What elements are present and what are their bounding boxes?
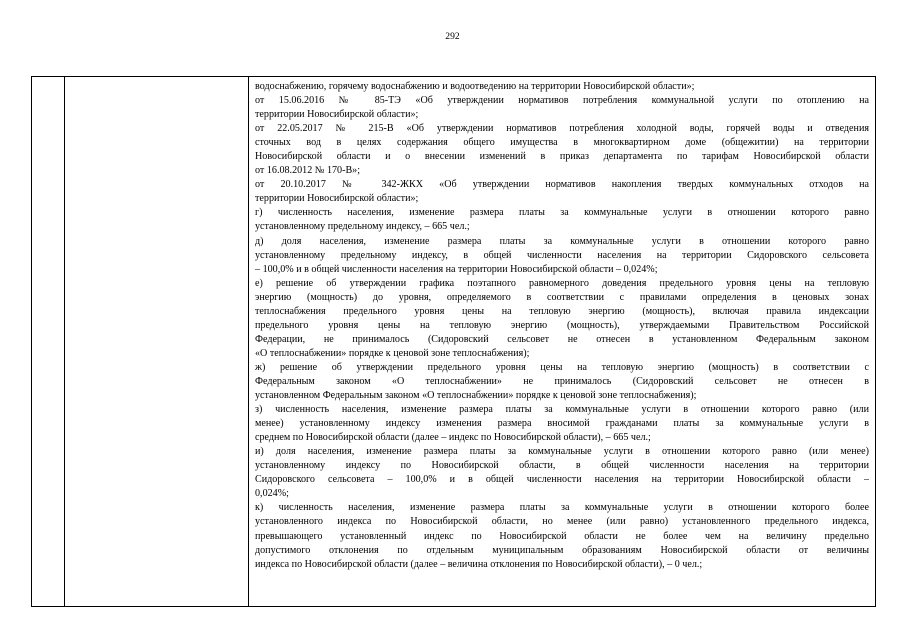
text-line: от 22.05.2017 № 215-В «Об утверждении нормативов потребления холодной воды, горячей воды и отведения <box>255 123 869 135</box>
text-line: территории Новосибирской области»; <box>255 193 419 205</box>
text-line: г) численность населения, изменение размера платы за коммунальные услуги в отношении которого равно <box>255 207 869 219</box>
text-line: и) доля населения, изменение размера платы за коммунальные услуги в отношении которого равно (или менее) <box>255 446 869 458</box>
text-line: «О теплоснабжении» порядке к ценовой зоне теплоснабжения); <box>255 347 530 359</box>
page-number: 292 <box>445 31 460 42</box>
text-line: среднем по Новосибирской области (далее – индекс по Новосибирской области), – 665 чел.; <box>255 432 651 444</box>
text-line: Новосибирской области и о внесении изменений в приказ департамента по тарифам Новосибирской области <box>255 151 869 163</box>
document-table <box>31 76 876 607</box>
text-line: установленном Федеральным законом «О теплоснабжении» порядке к ценовой зоне теплоснабжения); <box>255 390 697 402</box>
text-line: индекса по Новосибирской области (далее – величина отклонения по Новосибирской области), – 0 чел.; <box>255 558 703 570</box>
text-line: д) доля населения, изменение размера платы за коммунальные услуги в отношении которого равно <box>255 235 869 247</box>
text-line: сточных вод в целях содержания общего имущества в многоквартирном доме (общежитии) на территории <box>255 137 869 149</box>
text-line: Федеральным законом «О теплоснабжении» не принималось (Сидоровский сельсовет не отнесен в <box>255 375 869 387</box>
column-divider <box>248 77 249 606</box>
column-divider <box>64 77 65 606</box>
text-line: Сидоровского сельсовета – 100,0% и в общей численности населения на территории Новосибирской области – <box>255 474 869 486</box>
text-line: превышающего установленный индекс по Новосибирской области не более чем на величину предельно <box>255 530 869 542</box>
text-line: ж) решение об утверждении предельного уровня цены на тепловую энергию (мощность) в соответствии с <box>255 361 869 373</box>
text-line: от 16.08.2012 № 170-В»; <box>255 165 361 177</box>
text-line: к) численность населения, изменение размера платы за коммунальные услуги в отношении которого более <box>255 502 869 514</box>
text-line: энергию (мощность) до уровня, определяемого в соответствии с правилами определения в ценовых зонах <box>255 291 869 303</box>
text-line: водоснабжению, горячему водоснабжению и водоотведению на территории Новосибирской области»; <box>255 81 695 92</box>
text-line: от 20.10.2017 № 342-ЖКХ «Об утверждении нормативов накопления твердых коммунальных отходов на <box>255 179 869 191</box>
text-line: предельного уровня цены на тепловую энергию (мощность), утверждаемыми Правительством Российской <box>255 319 869 331</box>
text-line: допустимого отклонения по отдельным муниципальным образованиям Новосибирской области от величины <box>255 544 869 556</box>
text-line: менее) установленному индексу изменения размера вносимой гражданами платы за коммунальные услуги в <box>255 418 869 430</box>
text-line: з) численность населения, изменение размера платы за коммунальные услуги в отношении которого равно (или <box>255 404 869 416</box>
text-line: теплоснабжения предельного уровня цены на тепловую энергию (мощность), включая правила индексации <box>255 305 869 317</box>
text-line: – 100,0% и в общей численности населения на территории Новосибирской области – 0,024%; <box>255 263 658 275</box>
text-line: от 15.06.2016 № 85-ТЭ «Об утверждении нормативов потребления коммунальной услуги по отоплению на <box>255 95 869 107</box>
text-line: е) решение об утверждении графика поэтапного равномерного доведения предельного уровня цены на тепловую <box>255 277 869 289</box>
text-line: установленного индекса по Новосибирской области, но менее (или равно) установленного предельного индекса, <box>255 516 869 528</box>
text-line: 0,024%; <box>255 488 289 500</box>
text-line: территории Новосибирской области»; <box>255 109 419 121</box>
text-line: Федерации, не принималось (Сидоровский сельсовет не отнесен в установленном Федеральным законом <box>255 333 869 345</box>
text-line: установленному предельному индексу, в общей численности населения на территории Сидоровского сельсовета <box>255 249 869 261</box>
text-line: установленному предельному индексу, – 665 чел.; <box>255 221 470 233</box>
text-line: установленному индексу по Новосибирской области, в общей численности населения на территории <box>255 460 869 472</box>
table-text-cell <box>255 80 869 606</box>
